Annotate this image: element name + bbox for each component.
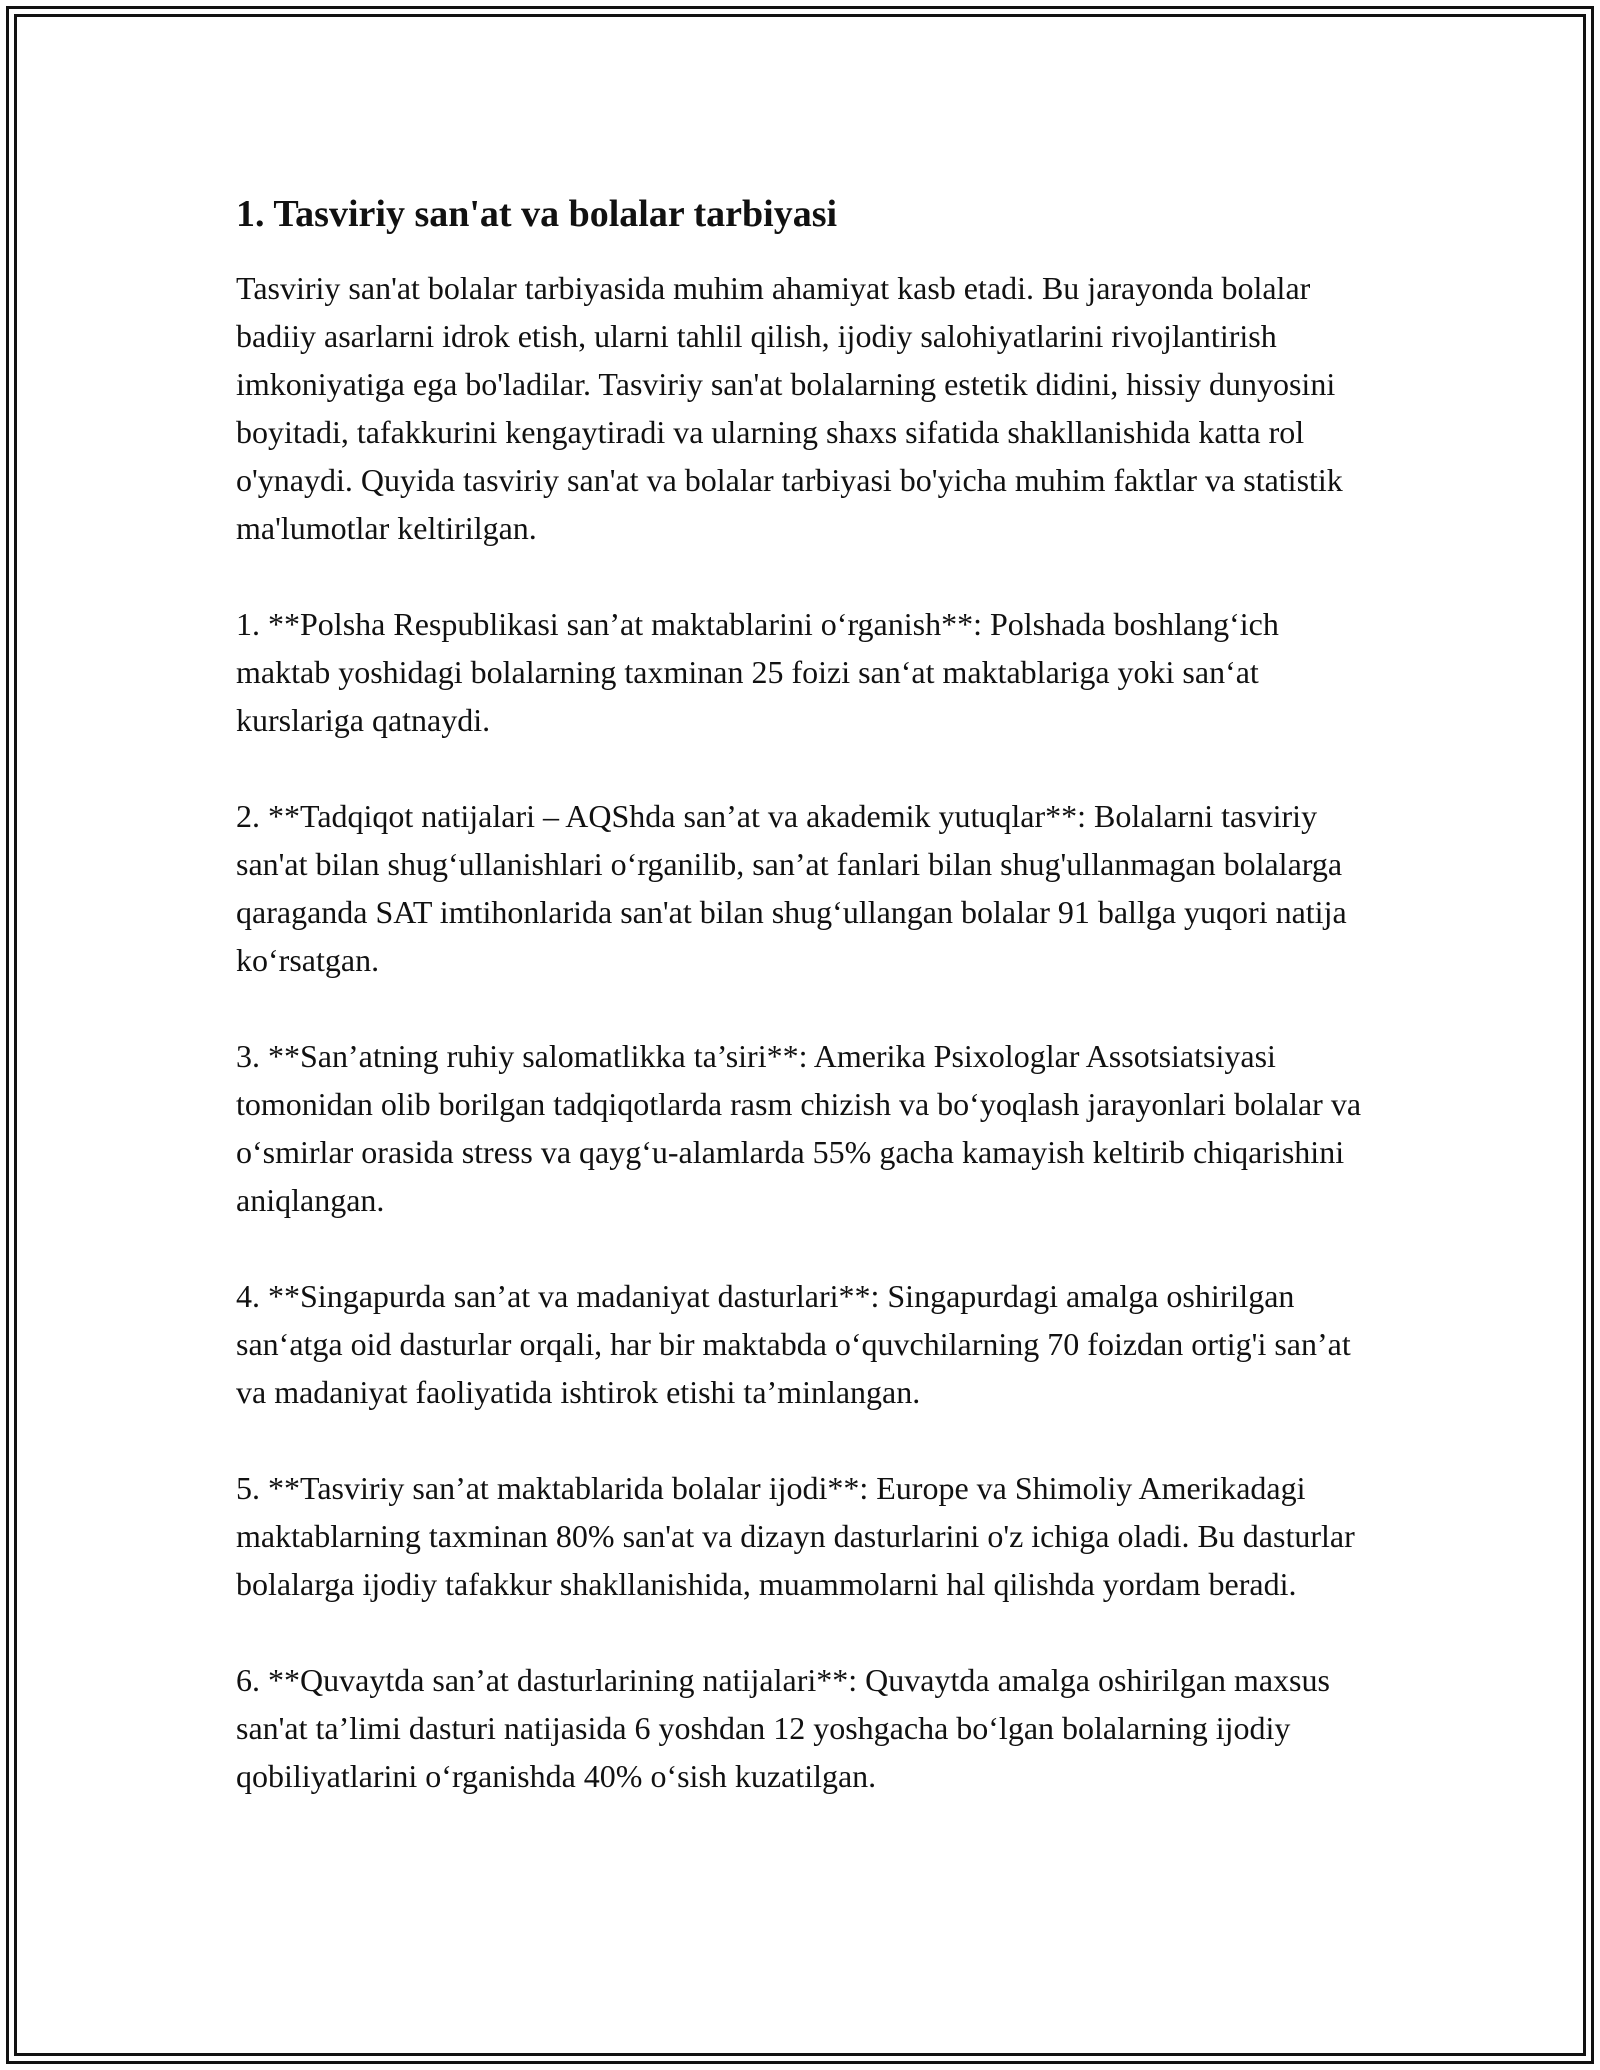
- section-heading: 1. Tasviriy san'at va bolalar tarbiyasi: [236, 193, 838, 235]
- fact-item-1: 1. **Polsha Respublikasi san’at maktablarini o‘rganish**: Polshada boshlang‘ich maktab yoshidagi bolalarning taxminan 25 foizi san‘at maktablariga yoki san‘at kurslariga qatnaydi.: [236, 606, 1279, 738]
- fact-item-5: 5. **Tasviriy san’at maktablarida bolalar ijodi**: Europe va Shimoliy Amerikadagi maktablarning taxminan 80% san'at va dizayn dasturlarini o'z ichiga oladi. Bu dasturlar bolalarga ijodiy tafakkur shakllanishida, muammolarni hal qilishda yordam beradi.: [236, 1470, 1355, 1602]
- fact-item-2: 2. **Tadqiqot natijalari – AQShda san’at va akademik yutuqlar**: Bolalarni tasviriy san'at bilan shug‘ullanishlari o‘rganilib, san’at fanlari bilan shug'ullanmagan bolalarga qaraganda SAT imtihonlarida san'at bilan shug‘ullangan bolalar 91 ballga yuqori natija ko‘rsatgan.: [236, 798, 1347, 978]
- intro-paragraph: Tasviriy san'at bolalar tarbiyasida muhim ahamiyat kasb etadi. Bu jarayonda bolalar badiiy asarlarni idrok etish, ularni tahlil qilish, ijodiy salohiyatlarini rivojlantirish imkoniyatiga ega bo'ladilar. Tasviriy san'at bolalarning estetik didini, hissiy dunyosini boyitadi, tafakkurini kengaytiradi va ularning shaxs sifatida shakllanishida katta rol o'ynaydi. Quyida tasviriy san'at va bolalar tarbiyasi bo'yicha muhim faktlar va statistik ma'lumotlar keltirilgan.: [236, 270, 1343, 546]
- fact-item-6: 6. **Quvaytda san’at dasturlarining natijalari**: Quvaytda amalga oshirilgan maxsus san'at ta’limi dasturi natijasida 6 yoshdan 12 yoshgacha bo‘lgan bolalarning ijodiy qobiliyatlarini o‘rganishda 40% o‘sish kuzatilgan.: [236, 1662, 1330, 1794]
- fact-item-4: 4. **Singapurda san’at va madaniyat dasturlari**: Singapurdagi amalga oshirilgan san‘atga oid dasturlar orqali, har bir maktabda o‘quvchilarning 70 foizdan ortig'i san’at va madaniyat faoliyatida ishtirok etishi ta’minlangan.: [236, 1278, 1351, 1410]
- document-body: [236, 190, 1376, 1800]
- fact-item-3: 3. **San’atning ruhiy salomatlikka ta’siri**: Amerika Psixologlar Assotsiatsiyasi tomonidan olib borilgan tadqiqotlarda rasm chizish va bo‘yoqlash jarayonlari bolalar va o‘smirlar orasida stress va qayg‘u-alamlarda 55% gacha kamayish keltirib chiqarishini aniqlangan.: [236, 1038, 1362, 1218]
